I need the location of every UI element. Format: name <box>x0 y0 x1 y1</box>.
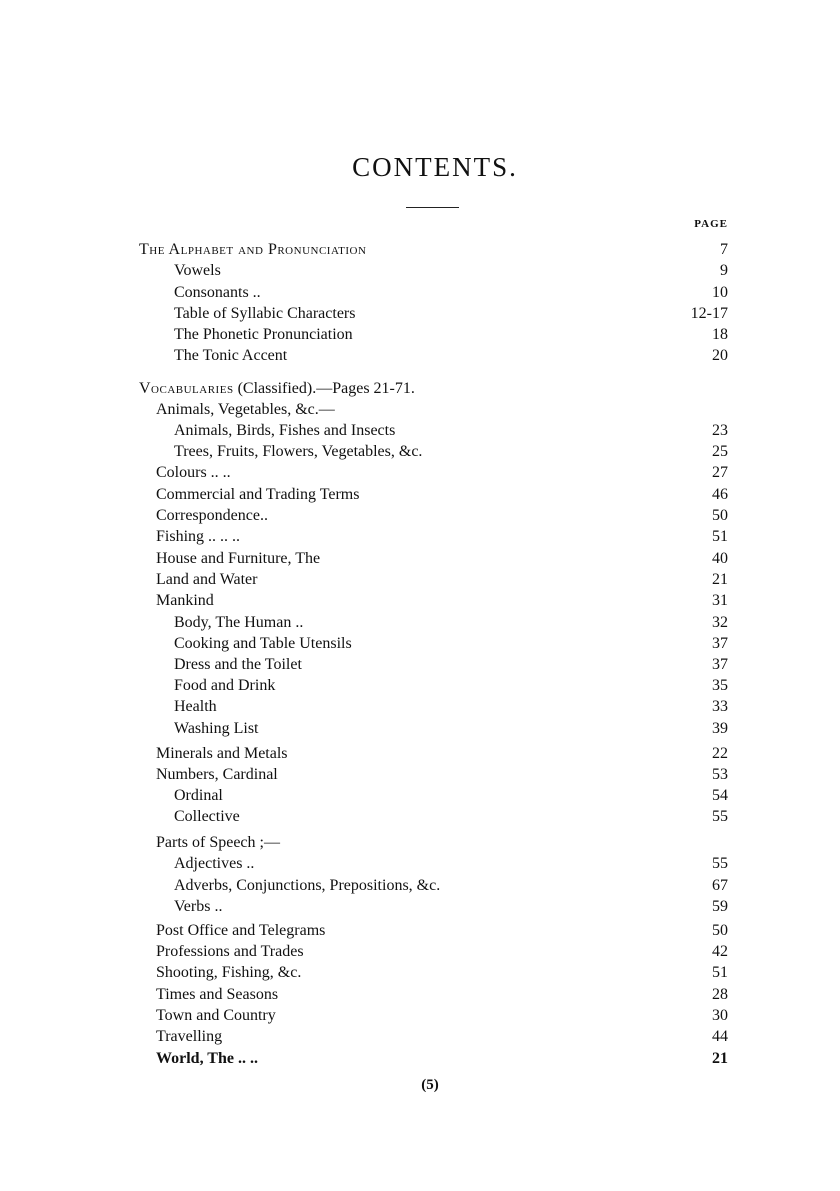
toc-entry[interactable] <box>0 441 840 462</box>
toc-entry[interactable] <box>0 896 840 917</box>
toc-entry-label: Health <box>174 698 217 715</box>
toc-page-number: 50 <box>712 922 728 939</box>
page-folio: (5) <box>421 1077 439 1093</box>
toc-entry[interactable] <box>0 399 840 420</box>
toc-entry-label: Animals, Birds, Fishes and Insects <box>174 422 396 439</box>
page-title: CONTENTS. <box>352 152 518 182</box>
toc-page-number: 37 <box>712 635 728 652</box>
toc-entry-label: Travelling <box>156 1028 223 1045</box>
toc-entry[interactable] <box>0 260 840 281</box>
toc-page-number: 9 <box>720 262 728 279</box>
toc-entry[interactable] <box>0 548 840 569</box>
toc-page-number: 22 <box>712 745 728 762</box>
toc-entry[interactable] <box>0 282 840 303</box>
toc-entry-label: Collective <box>174 808 240 825</box>
toc-page-number: 7 <box>720 241 728 258</box>
toc-page-number: 51 <box>712 964 728 981</box>
toc-page-number: 67 <box>712 877 728 894</box>
toc-entry[interactable] <box>0 743 840 764</box>
toc-entry[interactable] <box>0 462 840 483</box>
toc-entry-label: The Phonetic Pronunciation <box>174 326 353 343</box>
toc-entry[interactable] <box>0 420 840 441</box>
toc-entry[interactable] <box>0 764 840 785</box>
toc-entry-label: Cooking and Table Utensils <box>174 635 352 652</box>
toc-entry-label: Minerals and Metals <box>156 745 288 762</box>
toc-entry-label: Colours .. .. <box>156 464 231 481</box>
toc-page-number: 53 <box>712 766 728 783</box>
toc-entry-label: Correspondence.. <box>156 507 268 524</box>
toc-page-number: 21 <box>712 571 728 588</box>
toc-page-number: 55 <box>712 855 728 872</box>
toc-entry[interactable] <box>0 1026 840 1047</box>
toc-page-number: 50 <box>712 507 728 524</box>
toc-page-number: 10 <box>712 284 728 301</box>
toc-entry-label: Land and Water <box>156 571 258 588</box>
toc-page-number: 55 <box>712 808 728 825</box>
toc-entry[interactable] <box>0 785 840 806</box>
toc-entry[interactable] <box>0 853 840 874</box>
toc-entry-label: Animals, Vegetables, &c.— <box>156 401 335 418</box>
toc-heading-label <box>139 378 415 399</box>
toc-entry[interactable] <box>0 962 840 983</box>
toc-entry-label: Fishing .. .. .. <box>156 528 241 545</box>
toc-entry[interactable] <box>0 832 840 853</box>
toc-entry[interactable] <box>0 654 840 675</box>
toc-entry-label: Post Office and Telegrams <box>156 922 326 939</box>
toc-heading-label: The Alphabet and Pronunciation <box>139 241 367 258</box>
toc-entry-label: Verbs .. <box>174 898 223 915</box>
toc-page-number: 35 <box>712 677 728 694</box>
toc-entry[interactable] <box>0 984 840 1005</box>
toc-page-number: 21 <box>712 1050 728 1067</box>
toc-entry[interactable] <box>0 484 840 505</box>
toc-page-number: 40 <box>712 550 728 567</box>
toc-entry[interactable] <box>0 718 840 739</box>
toc-entry-label: Adverbs, Conjunctions, Prepositions, &c. <box>174 877 441 894</box>
toc-page-number: 18 <box>712 326 728 343</box>
toc-page-number: 54 <box>712 787 728 804</box>
toc-page-number: 12-17 <box>690 305 728 322</box>
toc-entry-label: Dress and the Toilet <box>174 656 302 673</box>
toc-entry-label: Washing List <box>174 720 259 737</box>
toc-entry[interactable] <box>0 526 840 547</box>
toc-entry[interactable] <box>0 590 840 611</box>
toc-page-number: 46 <box>712 486 728 503</box>
toc-page-number: 59 <box>712 898 728 915</box>
page-column-header: PAGE <box>694 218 728 230</box>
toc-entry-label: Professions and Trades <box>156 943 304 960</box>
toc-entry[interactable] <box>0 696 840 717</box>
toc-entry-label: Table of Syllabic Characters <box>174 305 356 322</box>
toc-entry[interactable] <box>0 324 840 345</box>
toc-page-number: 20 <box>712 347 728 364</box>
toc-entry[interactable] <box>0 875 840 896</box>
toc-page-number: 32 <box>712 614 728 631</box>
toc-page-number: 42 <box>712 943 728 960</box>
toc-page-number: 37 <box>712 656 728 673</box>
toc-entry[interactable] <box>0 675 840 696</box>
toc-entry-label: Trees, Fruits, Flowers, Vegetables, &c. <box>174 443 423 460</box>
toc-entry-label: Ordinal <box>174 787 223 804</box>
toc-entry[interactable] <box>0 345 840 366</box>
toc-entry-label: Consonants .. <box>174 284 261 301</box>
toc-page-number: 39 <box>712 720 728 737</box>
toc-entry-label: The Tonic Accent <box>174 347 288 364</box>
toc-entry-label: House and Furniture, The <box>156 550 321 567</box>
toc-page-number: 30 <box>712 1007 728 1024</box>
toc-entry-label: Commercial and Trading Terms <box>156 486 360 503</box>
toc-page-number: 33 <box>712 698 728 715</box>
toc-entry-label: Adjectives .. <box>174 855 255 872</box>
toc-entry-label: Food and Drink <box>174 677 276 694</box>
toc-page-number: 31 <box>712 592 728 609</box>
toc-entry[interactable] <box>0 920 840 941</box>
toc-page-number: 27 <box>712 464 728 481</box>
toc-page-number: 23 <box>712 422 728 439</box>
toc-entry[interactable] <box>0 612 840 633</box>
toc-entry[interactable] <box>0 941 840 962</box>
toc-entry-label: Parts of Speech ;— <box>156 834 280 851</box>
toc-page-number: 25 <box>712 443 728 460</box>
toc-entry-label: Body, The Human .. <box>174 614 304 631</box>
toc-entry[interactable] <box>0 633 840 654</box>
toc-entry[interactable] <box>0 1005 840 1026</box>
toc-entry-label: Numbers, Cardinal <box>156 766 278 783</box>
toc-entry-label: Mankind <box>156 592 214 609</box>
title-rule <box>406 207 459 208</box>
toc-page-number: 44 <box>712 1028 728 1045</box>
toc-entry-label: Shooting, Fishing, &c. <box>156 964 302 981</box>
toc-entry-label: Times and Seasons <box>156 986 279 1003</box>
toc-entry[interactable] <box>0 1048 840 1069</box>
toc-heading-smallcaps: Vocabularies <box>139 380 234 397</box>
toc-entry-label: Town and Country <box>156 1007 276 1024</box>
toc-page-number: 28 <box>712 986 728 1003</box>
toc-entry-vocabularies[interactable] <box>0 378 840 399</box>
toc-entry[interactable] <box>0 303 840 324</box>
toc-heading-rest: (Classified).—Pages 21-71. <box>233 380 415 397</box>
toc-page-number: 51 <box>712 528 728 545</box>
toc-entry[interactable] <box>0 505 840 526</box>
toc-entry-label: Vowels <box>174 262 221 279</box>
toc-entry[interactable] <box>0 806 840 827</box>
toc-entry-alphabet[interactable] <box>0 239 840 260</box>
toc-entry-label: World, The .. .. <box>156 1050 258 1067</box>
toc-entry[interactable] <box>0 569 840 590</box>
